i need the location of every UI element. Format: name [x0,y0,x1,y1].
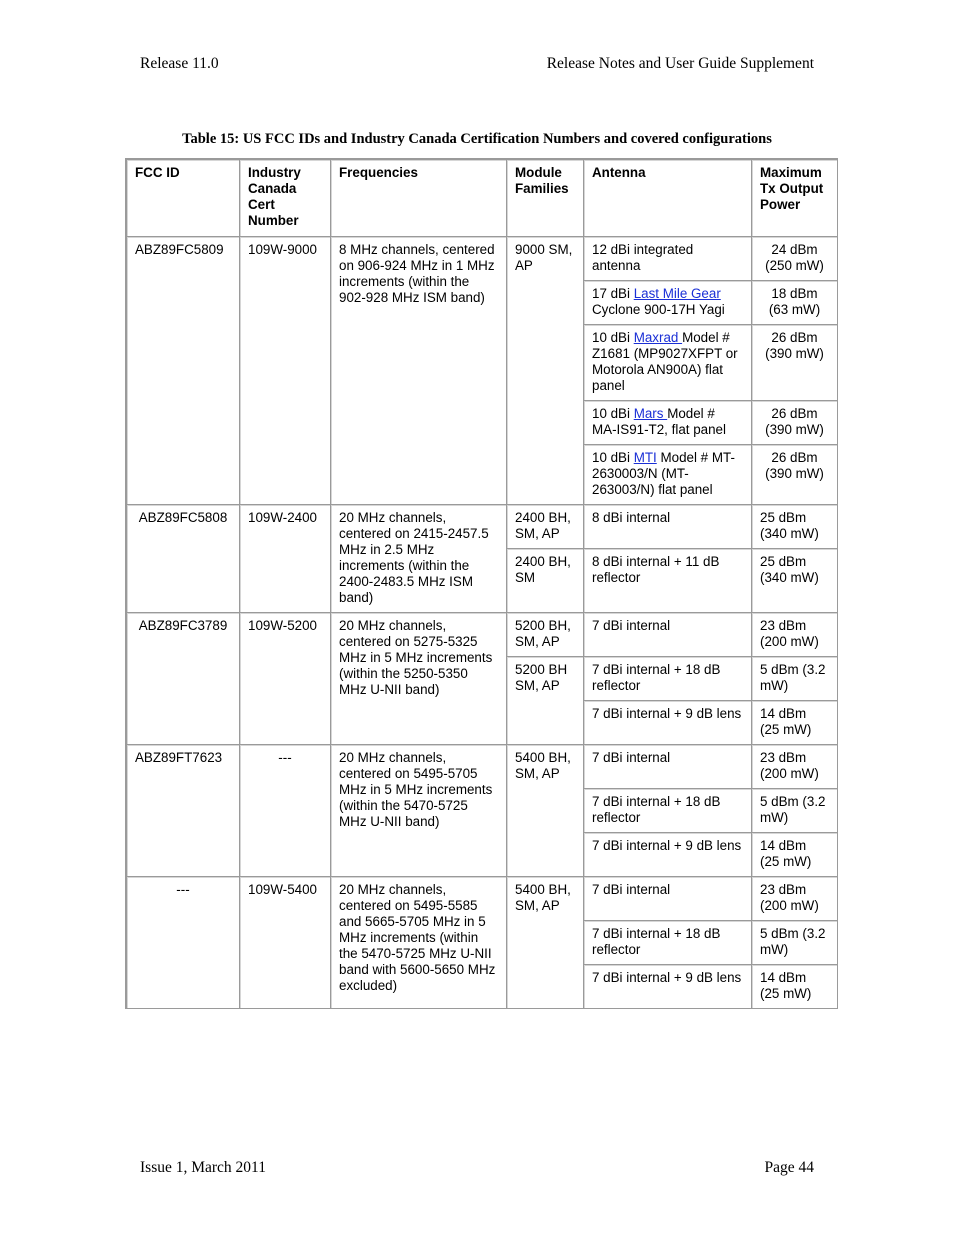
cell-max-power: 18 dBm (63 mW) [751,280,837,324]
cell-module-families: 9000 SM, AP [506,236,583,504]
table-row [126,744,837,788]
col-header-max-power: Maximum Tx Output Power [751,159,837,236]
col-header-fcc-id: FCC ID [126,159,239,236]
cell-ic-cert: 109W-9000 [239,236,330,504]
cell-module-families: 2400 BH, SM, AP [506,504,583,548]
header-document-title: Release Notes and User Guide Supplement [546,55,814,72]
col-header-ic-cert: Industry Canada Cert Number [239,159,330,236]
table-body [126,236,837,1008]
cell-max-power: 23 dBm (200 mW) [751,876,837,920]
cell-module-families: 5200 BH SM, AP [506,656,583,744]
cell-max-power: 23 dBm (200 mW) [751,744,837,788]
cell-max-power: 5 dBm (3.2 mW) [751,920,837,964]
cell-frequencies: 20 MHz channels, centered on 2415-2457.5 MHz in 2.5 MHz increments (within the 2400-2483.5 MHz ISM band) [330,504,506,612]
cell-fcc-id: ABZ89FC5808 [126,504,239,612]
cell-fcc-id: ABZ89FC5809 [126,236,239,504]
cell-fcc-id: --- [126,876,239,1008]
cell-fcc-id: ABZ89FC3789 [126,612,239,744]
fcc-certification-table [125,158,838,1009]
cell-module-families: 5400 BH, SM, AP [506,876,583,1008]
cell-frequencies: 8 MHz channels, centered on 906-924 MHz in 1 MHz increments (within the 902-928 MHz ISM band) [330,236,506,504]
cell-max-power: 5 dBm (3.2 mW) [751,788,837,832]
antenna-text: 17 dBi [592,286,634,301]
cell-ic-cert: 109W-5400 [239,876,330,1008]
cell-antenna [583,324,751,400]
cell-frequencies: 20 MHz channels, centered on 5275-5325 MHz in 5 MHz increments (within the 5250-5350 MHz U-NII band) [330,612,506,744]
antenna-text: Model # MA-IS91-T2, flat panel [592,406,726,437]
cell-antenna: 7 dBi internal + 9 dB lens [583,964,751,1008]
cell-antenna: 7 dBi internal [583,744,751,788]
table-caption: Table 15: US FCC IDs and Industry Canada Certification Numbers and covered configurations [182,131,772,147]
footer-page-number: Page 44 [764,1159,814,1176]
col-header-antenna: Antenna [583,159,751,236]
col-header-frequencies: Frequencies [330,159,506,236]
cell-antenna: 7 dBi internal + 9 dB lens [583,700,751,744]
cell-max-power: 23 dBm (200 mW) [751,612,837,656]
cell-max-power: 14 dBm (25 mW) [751,700,837,744]
table-row [126,876,837,920]
cell-max-power: 25 dBm (340 mW) [751,548,837,612]
cell-fcc-id: ABZ89FT7623 [126,744,239,876]
cell-max-power: 26 dBm (390 mW) [751,324,837,400]
antenna-vendor-link[interactable]: MTI [633,450,657,465]
table-header-row [126,159,837,236]
cell-antenna: 7 dBi internal + 9 dB lens [583,832,751,876]
table-row [126,236,837,280]
antenna-text: Cyclone 900-17H Yagi [592,302,725,317]
cell-frequencies: 20 MHz channels, centered on 5495-5705 MHz in 5 MHz increments (within the 5470-5725 MHz U-NII band) [330,744,506,876]
cell-max-power: 26 dBm (390 mW) [751,400,837,444]
antenna-text: 10 dBi [592,406,634,421]
cell-antenna: 8 dBi internal [583,504,751,548]
table-row [126,612,837,656]
cell-max-power: 14 dBm (25 mW) [751,832,837,876]
cell-antenna: 8 dBi internal + 11 dB reflector [583,548,751,612]
cell-antenna: 7 dBi internal + 18 dB reflector [583,656,751,700]
cell-ic-cert: --- [239,744,330,876]
antenna-text: 10 dBi [592,450,634,465]
antenna-vendor-link[interactable]: Last Mile Gear [633,286,721,301]
col-header-module-families: Module Families [506,159,583,236]
cell-frequencies: 20 MHz channels, centered on 5495-5585 and 5665-5705 MHz in 5 MHz increments (within the 5470-5725 MHz U-NII band with 5600-5650 MHz excluded) [330,876,506,1008]
antenna-text: Model # Z1681 (MP9027XFPT or Motorola AN900A) flat panel [592,330,738,393]
cell-max-power: 25 dBm (340 mW) [751,504,837,548]
header-release: Release 11.0 [140,55,219,72]
cell-antenna: 12 dBi integrated antenna [583,236,751,280]
cell-antenna [583,444,751,504]
footer-issue: Issue 1, March 2011 [140,1159,266,1176]
antenna-text: Model # MT-2630003/N (MT-263003/N) flat panel [592,450,735,497]
cell-module-families: 5400 BH, SM, AP [506,744,583,876]
table-row [126,504,837,548]
cell-max-power: 24 dBm (250 mW) [751,236,837,280]
cell-antenna: 7 dBi internal + 18 dB reflector [583,788,751,832]
antenna-vendor-link[interactable]: Maxrad [633,330,683,345]
cell-max-power: 26 dBm (390 mW) [751,444,837,504]
antenna-text: 10 dBi [592,330,634,345]
cell-max-power: 5 dBm (3.2 mW) [751,656,837,700]
cell-antenna [583,280,751,324]
cell-module-families: 5200 BH, SM, AP [506,612,583,656]
cell-max-power: 14 dBm (25 mW) [751,964,837,1008]
cell-ic-cert: 109W-2400 [239,504,330,612]
cell-ic-cert: 109W-5200 [239,612,330,744]
antenna-vendor-link[interactable]: Mars [633,406,668,421]
cell-module-families: 2400 BH, SM [506,548,583,612]
cell-antenna: 7 dBi internal [583,876,751,920]
cell-antenna [583,400,751,444]
cell-antenna: 7 dBi internal [583,612,751,656]
cell-antenna: 7 dBi internal + 18 dB reflector [583,920,751,964]
